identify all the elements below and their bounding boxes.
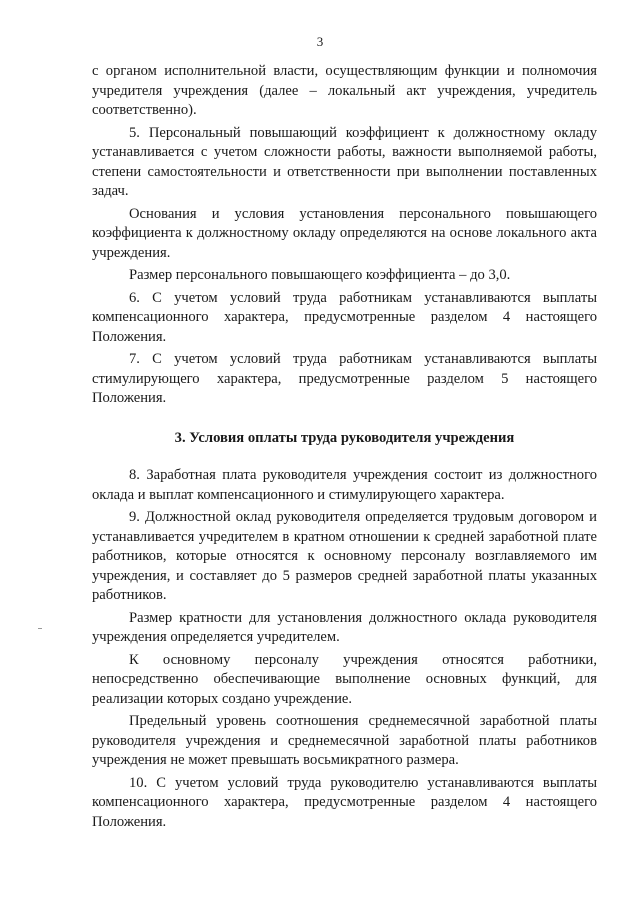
document-body (92, 62, 597, 835)
paragraph: 6. С учетом условий труда работникам устанавливаются выплаты компенсационного характера, предусмотренные разделом 4 настоящего Положения. (92, 289, 597, 345)
paragraph: Размер кратности для установления должностного оклада руководителя учреждения определяется учредителем. (92, 609, 597, 645)
paragraph: К основному персоналу учреждения относятся работники, непосредственно обеспечивающие выполнение основных функций, для реализации которых создано учреждение. (92, 651, 597, 707)
paragraph: 8. Заработная плата руководителя учреждения состоит из должностного оклада и выплат компенсационного и стимулирующего характера. (92, 467, 597, 503)
paragraph: 9. Должностной оклад руководителя определяется трудовым договором и устанавливается учредителем в кратном отношении к средней заработной плате работников, которые относятся к основному персоналу возглавляемого им учреждения, и составляет до 5 размеров средней заработной платы указанных работников. (92, 509, 597, 603)
paragraph: 7. С учетом условий труда работникам устанавливаются выплаты стимулирующего характера, предусмотренные разделом 5 настоящего Положения. (92, 351, 597, 406)
section-heading: 3. Условия оплаты труда руководителя учреждения (174, 429, 515, 446)
paragraph: Размер персонального повышающего коэффициента – до 3,0. (129, 267, 511, 283)
paragraph: с органом исполнительной власти, осуществляющим функции и полномочия учредителя учреждения (далее – локальный акт учреждения, учредитель соответственно). (92, 63, 597, 118)
paragraphs-bottom (92, 466, 597, 832)
page-number: 3 (316, 34, 324, 49)
paragraph: 5. Персональный повышающий коэффициент к должностному окладу устанавливается с учетом сложности работы, важности выполняемой работы, степени самостоятельности и ответственности при выполнении поставленных задач. (92, 124, 597, 199)
paragraph: Предельный уровень соотношения среднемесячной заработной платы руководителя учреждения и среднемесячной заработной платы работников учреждения не может превышать восьмикратного размера. (92, 713, 597, 768)
paragraphs-top (92, 62, 597, 409)
paragraph: Основания и условия установления персонального повышающего коэффициента к должностному окладу определяются на основе локального акта учреждения. (92, 205, 597, 261)
paragraph: 10. С учетом условий труда руководителю устанавливаются выплаты компенсационного характера, предусмотренные разделом 4 настоящего Положения. (92, 774, 597, 830)
margin-mark (38, 628, 42, 629)
